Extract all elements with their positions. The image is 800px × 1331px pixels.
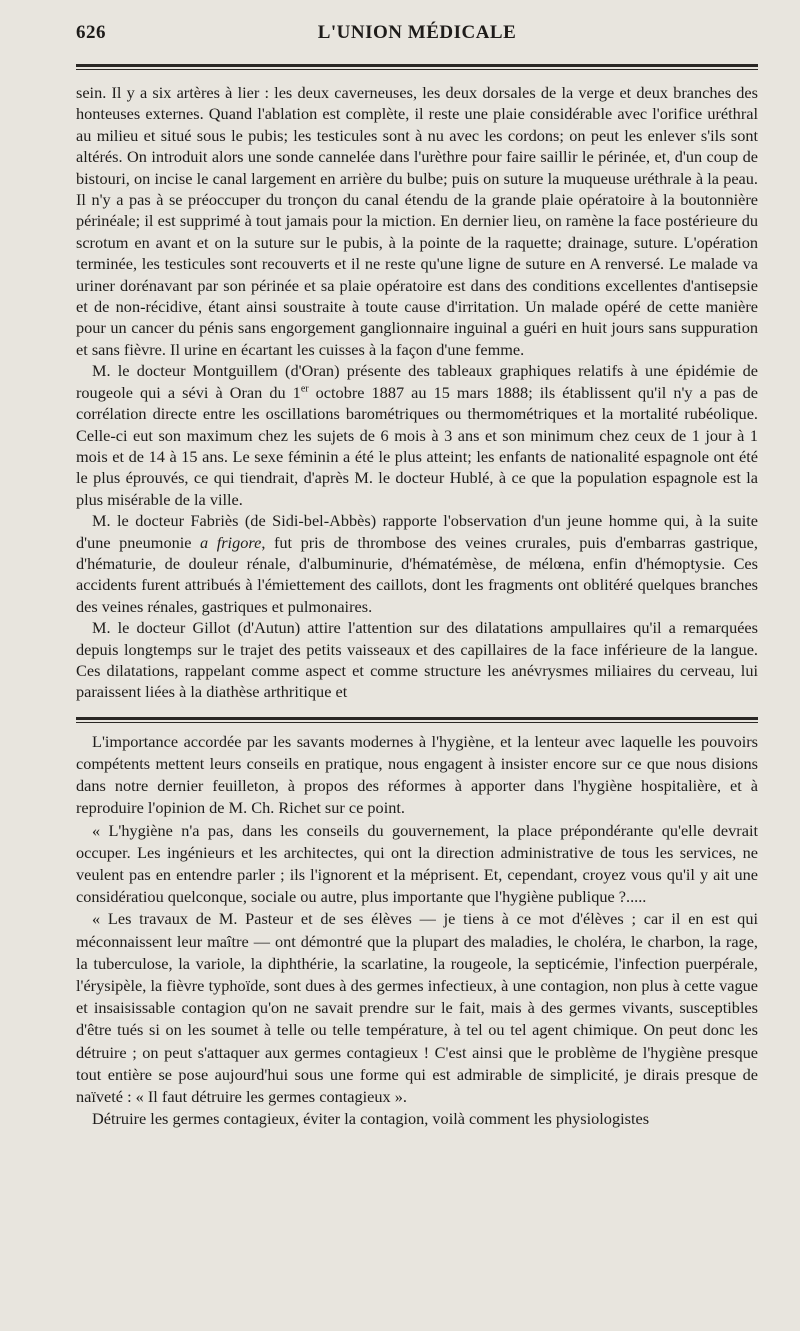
- main-paragraph: [76, 82, 758, 360]
- page-number: 626: [76, 22, 106, 43]
- feuilleton-paragraph: [76, 731, 758, 820]
- text-run: L'importance accordée par les savants modernes à l'hygiène, et la lenteur avec laquelle les pouvoirs compétents mettent leurs conseils en pratique, nous engagent à insister encore sur ce que nous disions dans notre dernier feuilleton, à propos des réformes à apporter dans l'hygiène hospitalière, et à reproduire l'opinion de M. Ch. Richet sur ce point.: [76, 731, 758, 818]
- feuilleton-paragraph: [76, 908, 758, 1108]
- feuilleton-paragraph: [76, 820, 758, 909]
- feuilleton-separator: [76, 717, 758, 723]
- main-paragraph: [76, 617, 758, 703]
- superscript: er: [300, 383, 309, 395]
- main-paragraph: [76, 510, 758, 617]
- text-run: « Les travaux de M. Pasteur et de ses élèves — je tiens à ce mot d'élèves ; car il en est qui méconnaissent leur maître — ont démontré que la plupart des maladies, le choléra, le charbon, la rage, la tuberculose, la variole, la diphthérie, la scarlatine, la rougeole, la septicémie, l'infection puerpérale, l'érysipèle, la fièvre typhoïde, sont dues à des germes infectieux, à une contagion, non plus à cette vague et insaisissable contagion qu'on ne savait prendre sur le fait, mais à des germes vivants, susceptibles d'être tués si on les soumet à telle ou telle température, à tel ou tel agent chimique. On peut donc les détruire ; on peut s'attaquer aux germes contagieux ! C'est ainsi que le problème de l'hygiène presque tout entière se pose aujourd'hui sous une forme qui est admirable de simplicité, je dirais presque de naïveté : « Il faut détruire les germes contagieux ».: [76, 909, 758, 1107]
- text-run: « L'hygiène n'a pas, dans les conseils du gouvernement, la place prépondérante qu'elle devrait occuper. Les ingénieurs et les architectes, qui ont la direction administrative de tous les services, ne veulent pas en entendre parler ; ils l'ignorent et la méprisent. Et, cependant, croyez vous qu'il y ait une considératiou quelconque, sociale ou autre, plus importante que l'hygiène publique ?.....: [76, 820, 758, 907]
- main-paragraph: [76, 360, 758, 510]
- text-run: octobre 1887 au 15 mars 1888; ils établissent qu'il n'y a pas de corrélation directe entre les oscillations barométriques ou thermométriques et la mortalité rubéolique. Celle-ci eut son maximum chez les sujets de 6 mois à 3 ans et son minimum chez ceux de 1 jour à 1 mois et de 14 à 15 ans. Le sexe féminin a été le plus atteint; les enfants de nationalité espagnole ont été le plus éprouvés, ce qui tiendrait, d'après M. le docteur Hublé, à ce que la population espagnole est la plus misérable de la ville.: [76, 382, 759, 509]
- italic-text: a frigore: [200, 532, 262, 552]
- running-title: L'UNION MÉDICALE: [317, 22, 517, 43]
- page-header: [76, 18, 758, 46]
- text-run: , fut pris de thrombose des veines crurales, puis d'embarras gastrique, d'hématurie, de douleur rénale, d'albuminurie, d'hématémèse, de mélœna, enfin d'hémoptysie. Ces accidents furent attribués à l'émiettement des caillots, dont les fragments ont oblitéré quelques branches des veines rénales, gastriques et pulmonaires.: [76, 532, 758, 616]
- text-run: M. le docteur Gillot (d'Autun) attire l'attention sur des dilatations ampullaires qu'il a remarquées depuis longtemps sur le trajet des petits vaisseaux et des capillaires de la face inférieure de la langue. Ces dilatations, rappelant comme aspect et comme structure les anévrysmes miliaires du cerveau, lui paraissent liées à la diathèse arthritique et: [76, 618, 758, 702]
- text-run: Détruire les germes contagieux, éviter la contagion, voilà comment les physiologistes: [92, 1109, 650, 1129]
- header-rule: [76, 64, 758, 70]
- feuilleton-paragraph: [76, 1108, 758, 1130]
- text-run: M. le docteur Montguillem (d'Oran) présente des tableaux graphiques relatifs à une épidémie de rougeole qui a sévi à Oran du 1: [76, 361, 758, 402]
- feuilleton-section: [76, 731, 758, 1131]
- text-run: sein. Il y a six artères à lier : les deux caverneuses, les deux dorsales de la verge et deux branches des honteuses externes. Quand l'ablation est complète, il reste une plaie considérable avec l'orifice uréthral au milieu et situé sous le pubis; les testicules sont à nu avec les cordons; on peut les enlever s'ils sont altérés. On introduit alors une sonde cannelée dans l'urèthre pour faire saillir le périnée, et, d'un coup de bistouri, on incise le canal largement en arrière du bulbe; puis on suture la muqueuse uréthrale à la peau. Il n'y a pas à se préoccuper du tronçon du canal étendu de la grande plaie opératoire à la boutonnière périnéale; il est supprimé à tout jamais pour la miction. En dernier lieu, on ramène la face postérieure du scrotum en avant et on la suture sur le pubis, à la pointe de la raquette; drainage, suture. L'opération terminée, les testicules sont recouverts et il ne reste qu'une ligne de suture en A renversé. Le malade va uriner dorénavant par son périnée et sa plaie opératoire est dans des conditions excellentes d'antisepsie et de non-récidive, étant ainsi soustraite à toute cause d'irritation. Un malade opéré de cette manière pour un cancer du pénis sans engorgement ganglionnaire inguinal a guéri en huit jours sans suppuration et sans fièvre. Il urine en écartant les cuisses à la façon d'une femme.: [76, 83, 758, 359]
- main-article: [76, 82, 758, 703]
- text-run: M. le docteur Fabriès (de Sidi-bel-Abbès) rapporte l'observation d'un jeune homme qui, à la suite d'une pneumonie: [76, 511, 758, 552]
